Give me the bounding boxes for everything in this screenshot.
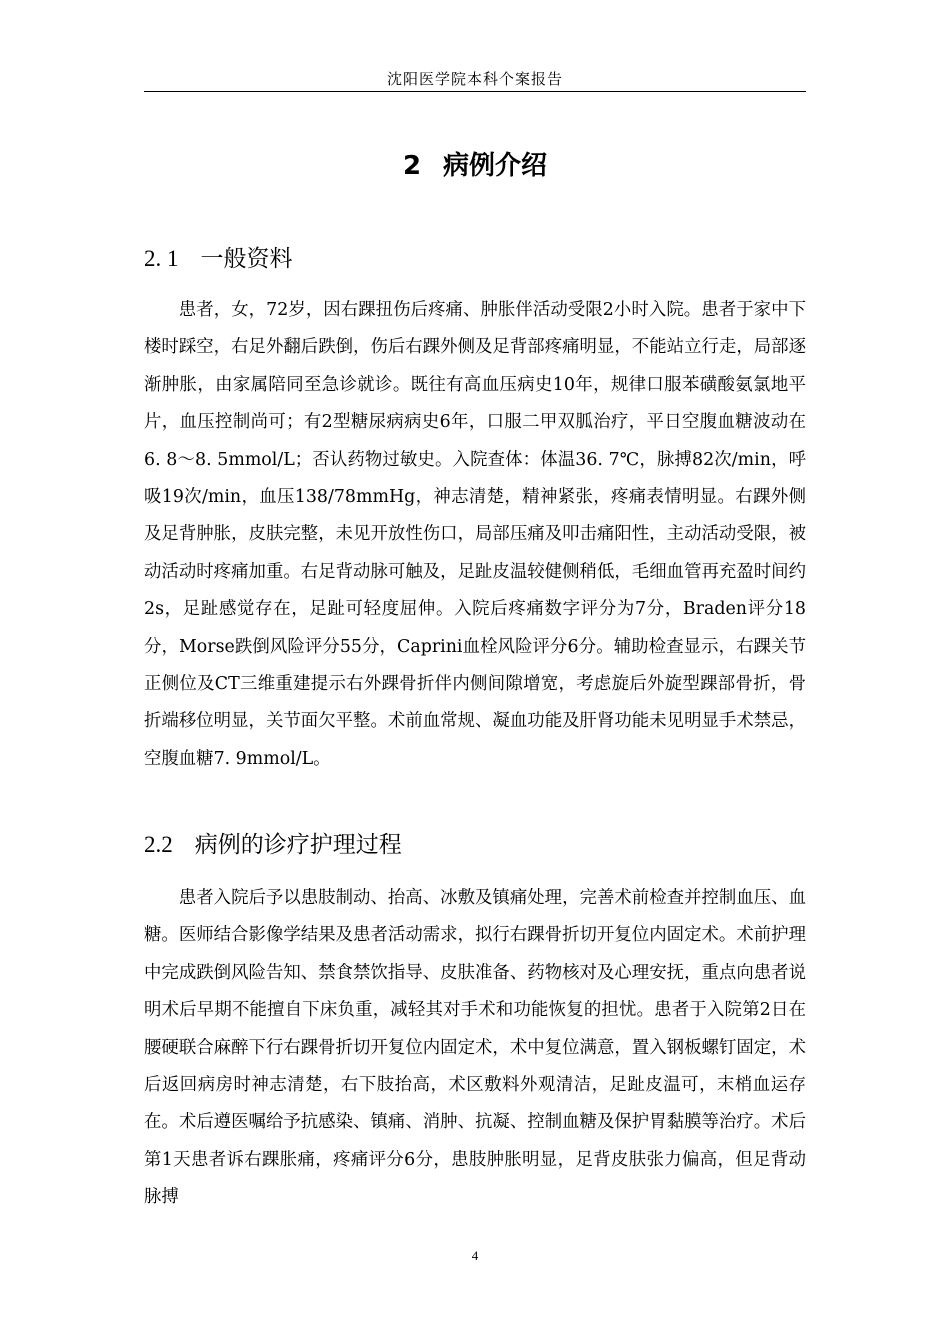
paragraph-general-info: 患者，女，72岁，因右踝扭伤后疼痛、肿胀伴活动受限2小时入院。患者于家中下楼时踩空，右足外翻后跌倒，伤后右踝外侧及足背部疼痛明显，不能站立行走，局部逐渐肿胀，由家属陪同至急诊就诊。既往有高血压病史10年，规律口服苯磺酸氨氯地平片，血压控制尚可；有2型糖尿病病史6年，口服二甲双胍治疗，平日空腹血糖波动在6. 8～8. 5mmol/L；否认药物过敏史。入院查体：体温36. 7℃，脉搏82次/min，呼吸19次/min，血压138/78mmHg，神志清楚，精神紧张，疼痛表情明显。右踝外侧及足背肿胀，皮肤完整，未见开放性伤口，局部压痛及叩击痛阳性，主动活动受限，被动活动时疼痛加重。右足背动脉可触及，足趾皮温较健侧稍低，毛细血管再充盈时间约2s，足趾感觉存在，足趾可轻度屈伸。入院后疼痛数字评分为7分，Braden评分18分，Morse跌倒风险评分55分，Caprini血栓风险评分6分。辅助检查显示，右踝关节正侧位及CT三维重建提示右外踝骨折伴内侧间隙增宽，考虑旋后外旋型踝部骨折，骨折端移位明显，关节面欠平整。术前血常规、凝血功能及肝肾功能未见明显手术禁忌，空腹血糖7. 9mmol/L。: [144, 300, 806, 769]
section-number: 2. 1: [144, 246, 179, 271]
section-number: 2.2: [144, 832, 173, 857]
page-header: 沈阳医学院本科个案报告: [386, 70, 563, 88]
chapter-title-text: 病例介绍: [443, 151, 548, 181]
chapter-number: 2: [402, 151, 422, 181]
section-title-treatment-process: [144, 828, 402, 862]
chapter-title: [144, 146, 806, 186]
section-title-text: 一般资料: [200, 246, 293, 272]
section-title-general-info: [144, 242, 293, 276]
section-title-text: 病例的诊疗护理过程: [194, 832, 402, 858]
paragraph-treatment-process: 患者入院后予以患肢制动、抬高、冰敷及镇痛处理，完善术前检查并控制血压、血糖。医师结合影像学结果及患者活动需求，拟行右踝骨折切开复位内固定术。术前护理中完成跌倒风险告知、禁食禁饮指导、皮肤准备、药物核对及心理安抚，重点向患者说明术后早期不能擅自下床负重，减轻其对手术和功能恢复的担忧。患者于入院第2日在腰硬联合麻醉下行右踝骨折切开复位内固定术，术中复位满意，置入钢板螺钉固定，术后返回病房时神志清楚，右下肢抬高，术区敷料外观清洁，足趾皮温可，末梢血运存在。术后遵医嘱给予抗感染、镇痛、消肿、抗凝、控制血糖及保护胃黏膜等治疗。术后第1天患者诉右踝胀痛，疼痛评分6分，患肢肿胀明显，足背皮肤张力偏高，但足背动脉搏: [144, 888, 806, 1208]
page-number: 4: [471, 1248, 479, 1263]
header-rule: [144, 91, 806, 92]
